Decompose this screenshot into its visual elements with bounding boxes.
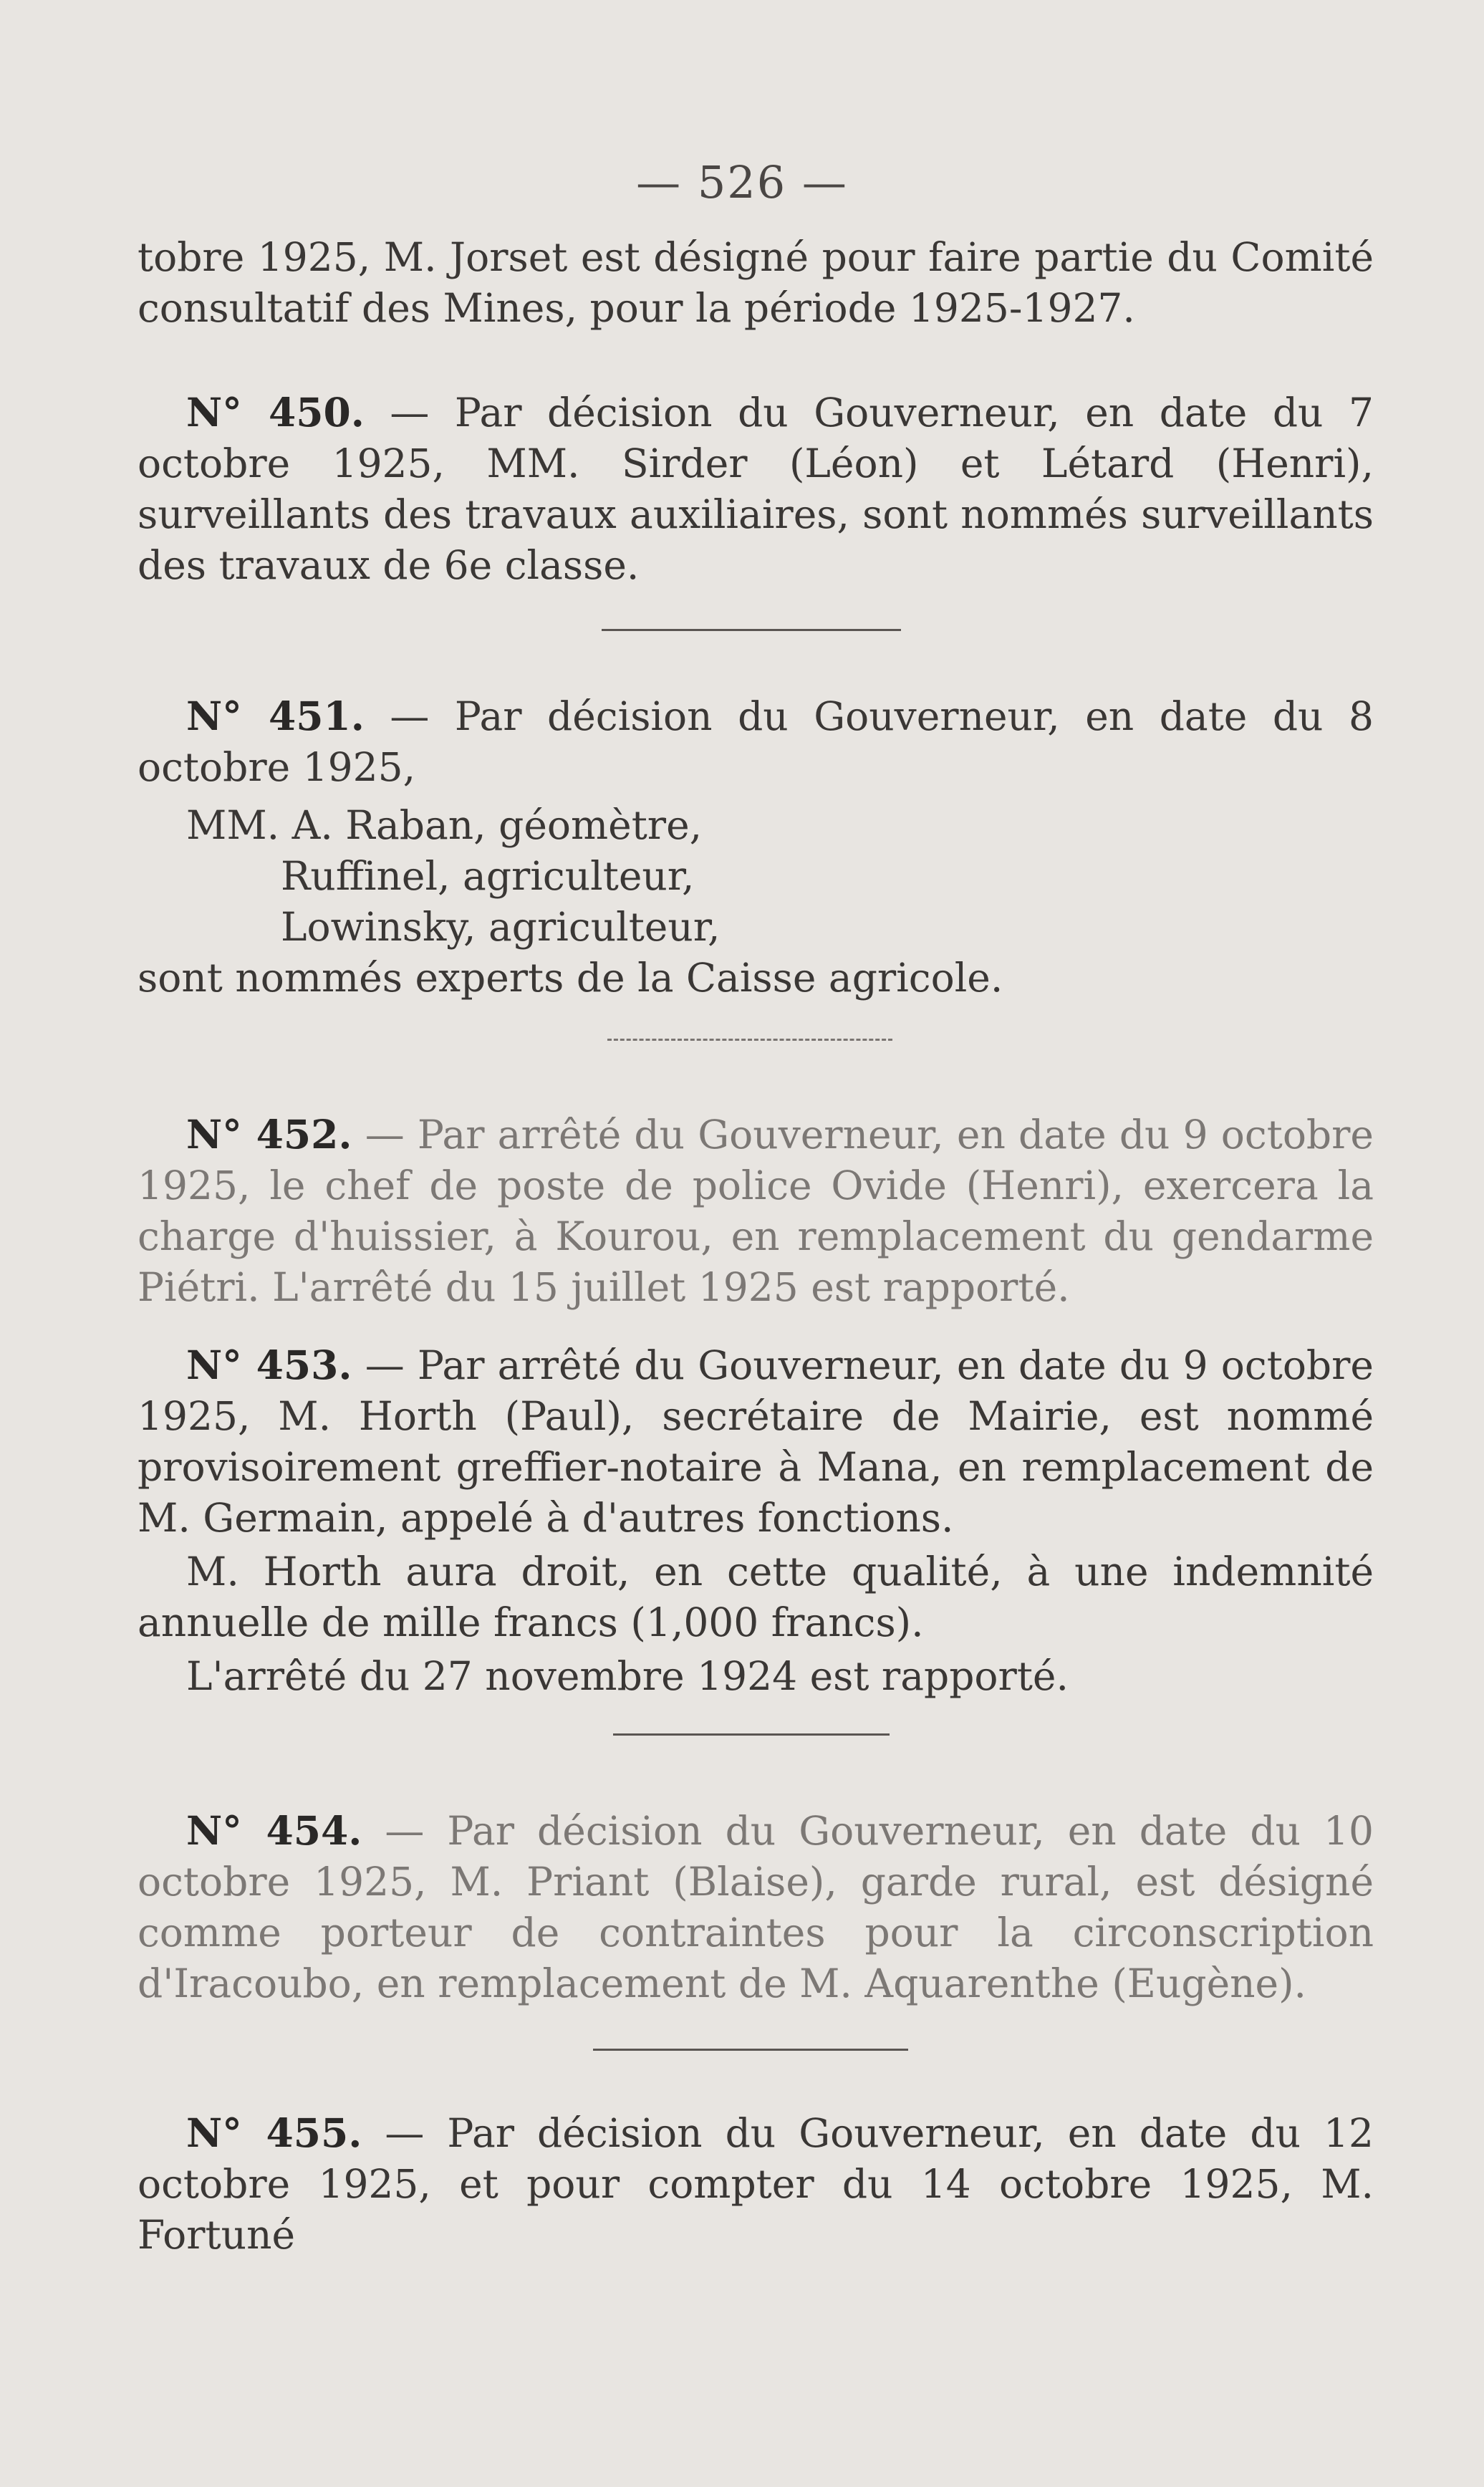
expert-name-line: Ruffinel, agriculteur, <box>281 853 695 899</box>
decision-number: N° 455. <box>186 2110 362 2156</box>
separator-rule <box>602 629 901 631</box>
decision-number: N° 454. <box>186 1807 362 1854</box>
decision-number: N° 453. <box>186 1342 352 1388</box>
decision-text: — Par arrêté du Gouverneur, en date du 9 octobre 1925, M. Horth (Paul), secrétaire de Mairie, est nommé provisoirement greffier-notaire à Mana, en remplacement de M. Germain, appelé à d'autres fonctions. <box>138 1342 1374 1541</box>
decision-text: — Par décision du Gouverneur, en date du 8 octobre 1925, <box>138 693 1374 790</box>
decision-451 <box>138 691 1374 1004</box>
separator-rule <box>613 1733 890 1736</box>
expert-name-line: Lowinsky, agriculteur, <box>281 904 721 950</box>
decision-450 <box>138 387 1374 591</box>
decision-text: — Par décision du Gouverneur, en date du 12 octobre 1925, et pour compter du 14 octobre 1925, M. Fortuné <box>138 2110 1374 2258</box>
separator-rule <box>593 2049 908 2051</box>
decision-text: — Par décision du Gouverneur, en date du 10 octobre 1925, M. Priant (Blaise), garde rural, est désigné comme porteur de contraintes pour la circonscription d'Iracoubo, en remplacement de M. Aquarenthe (Eugène). <box>138 1808 1374 2006</box>
decision-number: N° 452. <box>186 1111 352 1158</box>
decision-text: — Par décision du Gouverneur, en date du 7 octobre 1925, MM. Sirder (Léon) et Létard (Henri), surveillants des travaux auxiliaires, sont nommés surveillants des travaux de 6e classe. <box>138 390 1374 588</box>
decision-number: N° 450. <box>186 389 365 436</box>
paragraph-text: tobre 1925, M. Jorset est désigné pour faire partie du Comité consultatif des Mines, pour la période 1925-1927. <box>138 234 1374 331</box>
paragraph-continuation <box>138 232 1374 334</box>
decision-number: N° 451. <box>186 693 365 739</box>
page-number: — 526 — <box>636 156 848 208</box>
decision-455 <box>138 2107 1374 2261</box>
decision-452 <box>138 1109 1374 1313</box>
decision-text: — Par arrêté du Gouverneur, en date du 9 octobre 1925, le chef de poste de police Ovide (Henri), exercera la charge d'huissier, à Kourou, en remplacement du gendarme Piétri. L'arrêté du 15 juillet 1925 est rapporté. <box>138 1112 1374 1310</box>
decision-extra: L'arrêté du 27 novembre 1924 est rapporté. <box>186 1653 1069 1699</box>
decision-closing: sont nommés experts de la Caisse agricole. <box>138 955 1003 1001</box>
separator-rule <box>607 1039 892 1041</box>
expert-name-line: MM. A. Raban, géomètre, <box>186 802 703 848</box>
decision-extra: M. Horth aura droit, en cette qualité, à une indemnité annuelle de mille francs (1,000 francs). <box>138 1549 1374 1645</box>
decision-453 <box>138 1339 1374 1702</box>
decision-454 <box>138 1805 1374 2009</box>
